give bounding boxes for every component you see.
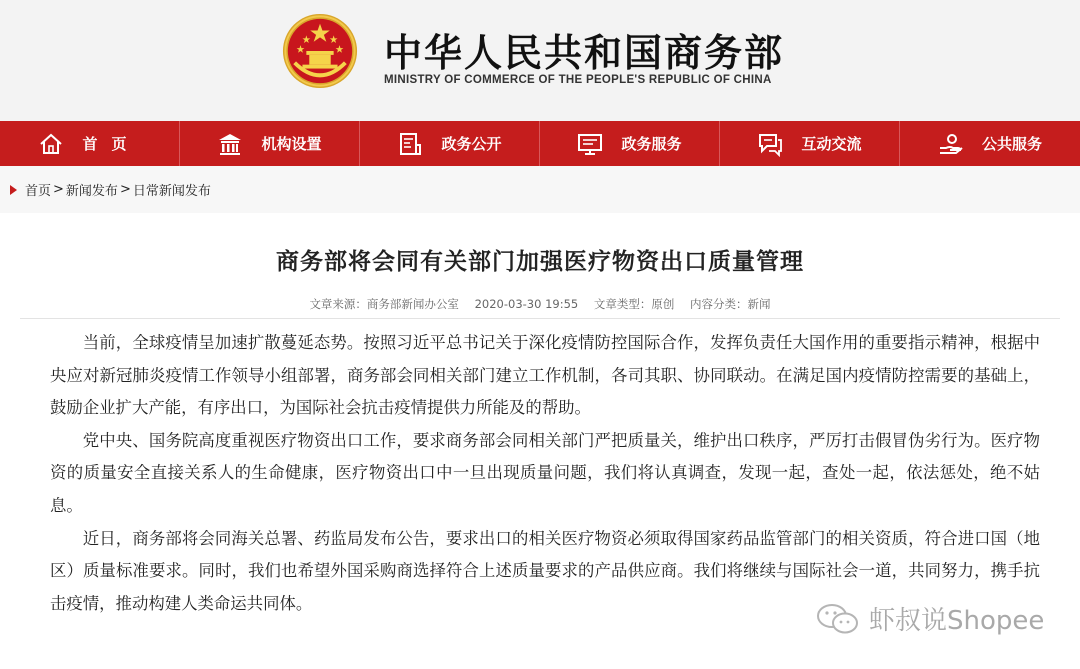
nav-label: 首页 [82,135,141,153]
meta-category: 内容分类：新闻 [690,297,771,311]
nav-label: 政务公开 [441,135,502,153]
breadcrumb-link-home[interactable]: 首页 [25,184,52,199]
breadcrumb-link-news[interactable]: 新闻发布 [65,184,118,199]
breadcrumb-separator: > [53,182,64,197]
document-icon [397,131,423,157]
nav-item-organization[interactable] [180,121,360,166]
monitor-icon [577,131,603,157]
meta-divider [20,318,1060,319]
site-subtitle: MINISTRY OF COMMERCE OF THE PEOPLE'S REPUBLIC OF CHINA [384,74,772,86]
building-icon [217,131,243,157]
nav-item-home[interactable] [0,121,180,166]
site-title[interactable]: 中华人民共和国商务部 [384,31,785,75]
site-header [0,0,1080,121]
article-body [50,327,1040,620]
nav-item-gov-services[interactable] [540,121,720,166]
nav-label: 机构设置 [261,135,322,153]
hand-icon [938,131,964,157]
nav-item-gov-affairs[interactable] [360,121,540,166]
nav-label: 互动交流 [801,135,862,153]
watermark-text: 虾叔说Shopee [869,606,1045,636]
chat-icon [757,131,783,157]
meta-type: 文章类型：原创 [593,297,675,311]
nav-item-interaction[interactable] [720,121,900,166]
meta-date: 2020-03-30 19:55 [474,297,579,311]
national-emblem-icon[interactable] [281,12,359,90]
wechat-icon [815,601,861,637]
breadcrumb-arrow-icon [10,185,17,195]
breadcrumb [10,180,211,199]
article-title: 商务部将会同有关部门加强医疗物资出口质量管理 [276,249,804,275]
nav-label: 政务服务 [621,135,682,153]
breadcrumb-link-daily-news[interactable]: 日常新闻发布 [132,184,211,199]
nav-label: 公共服务 [981,135,1042,153]
breadcrumb-separator: > [119,182,131,197]
article-paragraph: 近日，商务部将会同海关总署、药监局发布公告，要求出口的相关医疗物资必须取得国家药品监管部门的相关资质，符合进口国（地区）质量标准要求。同时，我们也希望外国采购商选择符合上述质量要求的产品供应商。我们将继续与国际社会一道，共同努力，携手抗击疫情，推动构建人类命运共同体。 [50,528,1040,613]
article-paragraph: 当前，全球疫情呈加速扩散蔓延态势。按照习近平总书记关于深化疫情防控国际合作，发挥负责任大国作用的重要指示精神，根据中央应对新冠肺炎疫情工作领导小组部署，商务部会同相关部门建立工作机制，各司其职、协同联动。在满足国内疫情防控需要的基础上，鼓励企业扩大产能，有序出口，为国际社会抗击疫情提供力所能及的帮助。 [50,333,1040,418]
meta-source: 文章来源：商务部新闻办公室 [309,297,459,311]
main-nav [0,121,1080,166]
home-icon [38,131,64,157]
watermark [815,600,1044,637]
article-paragraph: 党中央、国务院高度重视医疗物资出口工作，要求商务部会同相关部门严把质量关，维护出口秩序，严厉打击假冒伪劣行为。医疗物资的质量安全直接关系人的生命健康，医疗物资出口中一旦出现质量问题，我们将认真调查，发现一起，查处一起，依法惩处，绝不姑息。 [50,430,1040,515]
article-meta [0,296,1080,312]
nav-item-public-services[interactable] [900,121,1080,166]
